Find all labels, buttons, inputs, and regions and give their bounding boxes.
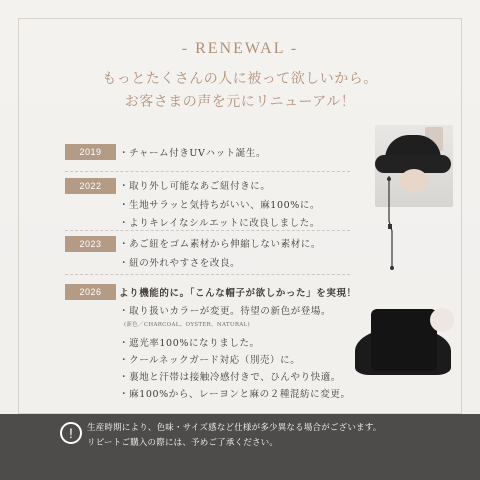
new-hat-crown	[371, 309, 437, 371]
timeline-2026-color-note: (新色／CHARCOAL、OYSTER、NATURAL)	[124, 322, 250, 328]
divider	[65, 171, 350, 172]
timeline-2022-line-3: ・よりキレイなシルエットに改良しました。	[119, 218, 321, 229]
subtitle-line-2: お客さまの声を元にリニューアル！	[124, 94, 356, 110]
timeline-2026-line-2: ・遮光率100%になりました。	[119, 338, 260, 349]
exclamation-icon: !	[60, 422, 82, 444]
divider	[65, 230, 350, 231]
timeline-2023-line-2: ・紐の外れやすさを改良。	[119, 258, 241, 269]
subtitle-line-1: もっとたくさんの人に被って欲しいから。	[102, 71, 378, 87]
timeline-2022-line-1: ・取り外し可能なあご紐付きに。	[119, 181, 271, 192]
chin-strap-illustration	[380, 176, 400, 271]
notice-line-2: リピートご購入の際には、予めご了承ください。	[87, 438, 279, 448]
timeline-2023-line-1: ・あご紐をゴム素材から伸縮しない素材に。	[119, 239, 322, 250]
timeline-2026-line-4: ・裏地と汗帯は接触冷感付きで、ひんやり快適。	[119, 372, 342, 383]
year-badge-2023: 2023	[65, 236, 116, 252]
new-color-badge	[430, 308, 454, 332]
notice-line-1: 生産時期により、色味・サイズ感など仕様が多少異なる場合がございます。	[87, 423, 382, 433]
page-title: - RENEWAL -	[181, 40, 299, 57]
timeline-2026-headline: より機能的に。「こんな帽子が欲しかった」を実現！	[119, 288, 357, 299]
model-face	[400, 169, 428, 193]
year-badge-2019: 2019	[65, 144, 116, 160]
timeline-2019-line-1: ・チャーム付きUVハット誕生。	[119, 148, 267, 159]
timeline-2026-line-3: ・クールネックガード対応（別売）に。	[119, 355, 301, 366]
year-badge-2022: 2022	[65, 178, 116, 194]
timeline-2022-line-2: ・生地サラッと気持ちがいい、麻100%に。	[119, 200, 321, 211]
divider	[65, 274, 350, 275]
year-badge-2026: 2026	[65, 284, 116, 300]
timeline-2026-line-1: ・取り扱いカラーが変更。待望の新色が登場。	[119, 306, 332, 317]
timeline-2026-line-5: ・麻100%から、レーヨンと麻の２種混紡に変更。	[119, 389, 351, 400]
